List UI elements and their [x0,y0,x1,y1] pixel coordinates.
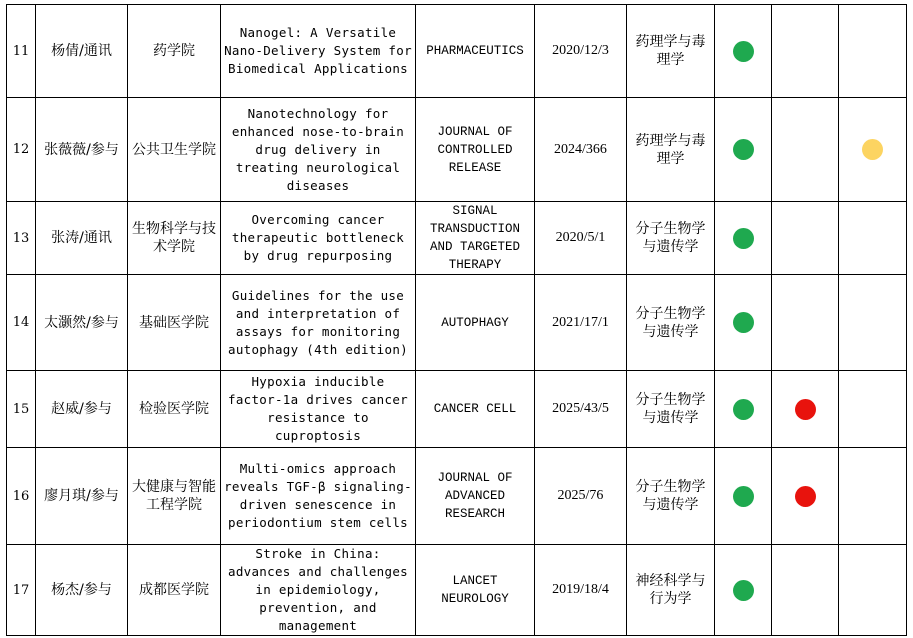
status-cell [772,545,839,636]
paper-title: Overcoming cancer therapeutic bottleneck by drug repurposing [221,202,416,275]
paper-title: Guidelines for the use and interpretation of assays for monitoring autophagy (4th edition) [221,275,416,371]
status-cell [715,5,772,98]
volume-issue: 2020/5/1 [535,202,627,275]
row-number: 17 [7,545,36,636]
subject-field: 分子生物学与遗传学 [627,371,715,448]
status-dot-icon [862,139,883,160]
row-number: 11 [7,5,36,98]
status-dot-icon [733,228,754,249]
journal-name: AUTOPHAGY [416,275,535,371]
college: 检验医学院 [128,371,221,448]
status-cell [839,448,907,545]
status-cell [772,448,839,545]
row-number: 15 [7,371,36,448]
status-cell [715,275,772,371]
journal-name: LANCET NEUROLOGY [416,545,535,636]
volume-issue: 2019/18/4 [535,545,627,636]
status-dot-icon [795,399,816,420]
volume-issue: 2024/366 [535,98,627,202]
status-dot-icon [733,139,754,160]
paper-title: Nanotechnology for enhanced nose-to-brain drug delivery in treating neurological diseases [221,98,416,202]
volume-issue: 2025/43/5 [535,371,627,448]
status-cell [772,275,839,371]
table-row [7,448,907,545]
college: 大健康与智能工程学院 [128,448,221,545]
paper-title: Stroke in China: advances and challenges in epidemiology, prevention, and management [221,545,416,636]
status-cell [839,545,907,636]
status-dot-icon [733,399,754,420]
status-cell [715,202,772,275]
status-dot-icon [795,486,816,507]
table-row [7,5,907,98]
college: 基础医学院 [128,275,221,371]
row-number: 16 [7,448,36,545]
row-number: 13 [7,202,36,275]
journal-name: PHARMACEUTICS [416,5,535,98]
status-dot-icon [733,41,754,62]
status-cell [839,98,907,202]
table-row [7,371,907,448]
status-dot-icon [733,486,754,507]
status-cell [772,371,839,448]
status-cell [715,98,772,202]
paper-title: Nanogel: A Versatile Nano-Delivery System for Biomedical Applications [221,5,416,98]
subject-field: 药理学与毒理学 [627,5,715,98]
volume-issue: 2020/12/3 [535,5,627,98]
papers-table [6,4,907,636]
author-role: 张薇薇/参与 [36,98,128,202]
subject-field: 分子生物学与遗传学 [627,448,715,545]
volume-issue: 2025/76 [535,448,627,545]
subject-field: 神经科学与行为学 [627,545,715,636]
college: 生物科学与技术学院 [128,202,221,275]
table-row [7,98,907,202]
subject-field: 分子生物学与遗传学 [627,202,715,275]
subject-field: 分子生物学与遗传学 [627,275,715,371]
status-cell [839,371,907,448]
college: 公共卫生学院 [128,98,221,202]
college: 成都医学院 [128,545,221,636]
status-cell [715,545,772,636]
paper-title: Hypoxia inducible factor-1a drives cancer resistance to cuproptosis [221,371,416,448]
author-role: 廖月琪/参与 [36,448,128,545]
table-row [7,202,907,275]
author-role: 杨倩/通讯 [36,5,128,98]
status-dot-icon [733,580,754,601]
status-cell [715,448,772,545]
paper-title: Multi-omics approach reveals TGF-β signaling-driven senescence in periodontium stem cells [221,448,416,545]
status-cell [839,202,907,275]
college: 药学院 [128,5,221,98]
status-dot-icon [733,312,754,333]
journal-name: SIGNAL TRANSDUCTION AND TARGETED THERAPY [416,202,535,275]
table-body [7,5,907,636]
author-role: 杨杰/参与 [36,545,128,636]
table-row [7,545,907,636]
journal-name: JOURNAL OF ADVANCED RESEARCH [416,448,535,545]
status-cell [839,275,907,371]
journal-name: CANCER CELL [416,371,535,448]
author-role: 赵威/参与 [36,371,128,448]
volume-issue: 2021/17/1 [535,275,627,371]
status-cell [715,371,772,448]
status-cell [772,202,839,275]
author-role: 张涛/通讯 [36,202,128,275]
status-cell [839,5,907,98]
author-role: 太灏然/参与 [36,275,128,371]
status-cell [772,5,839,98]
status-cell [772,98,839,202]
subject-field: 药理学与毒理学 [627,98,715,202]
row-number: 14 [7,275,36,371]
table-row [7,275,907,371]
journal-name: JOURNAL OF CONTROLLED RELEASE [416,98,535,202]
row-number: 12 [7,98,36,202]
